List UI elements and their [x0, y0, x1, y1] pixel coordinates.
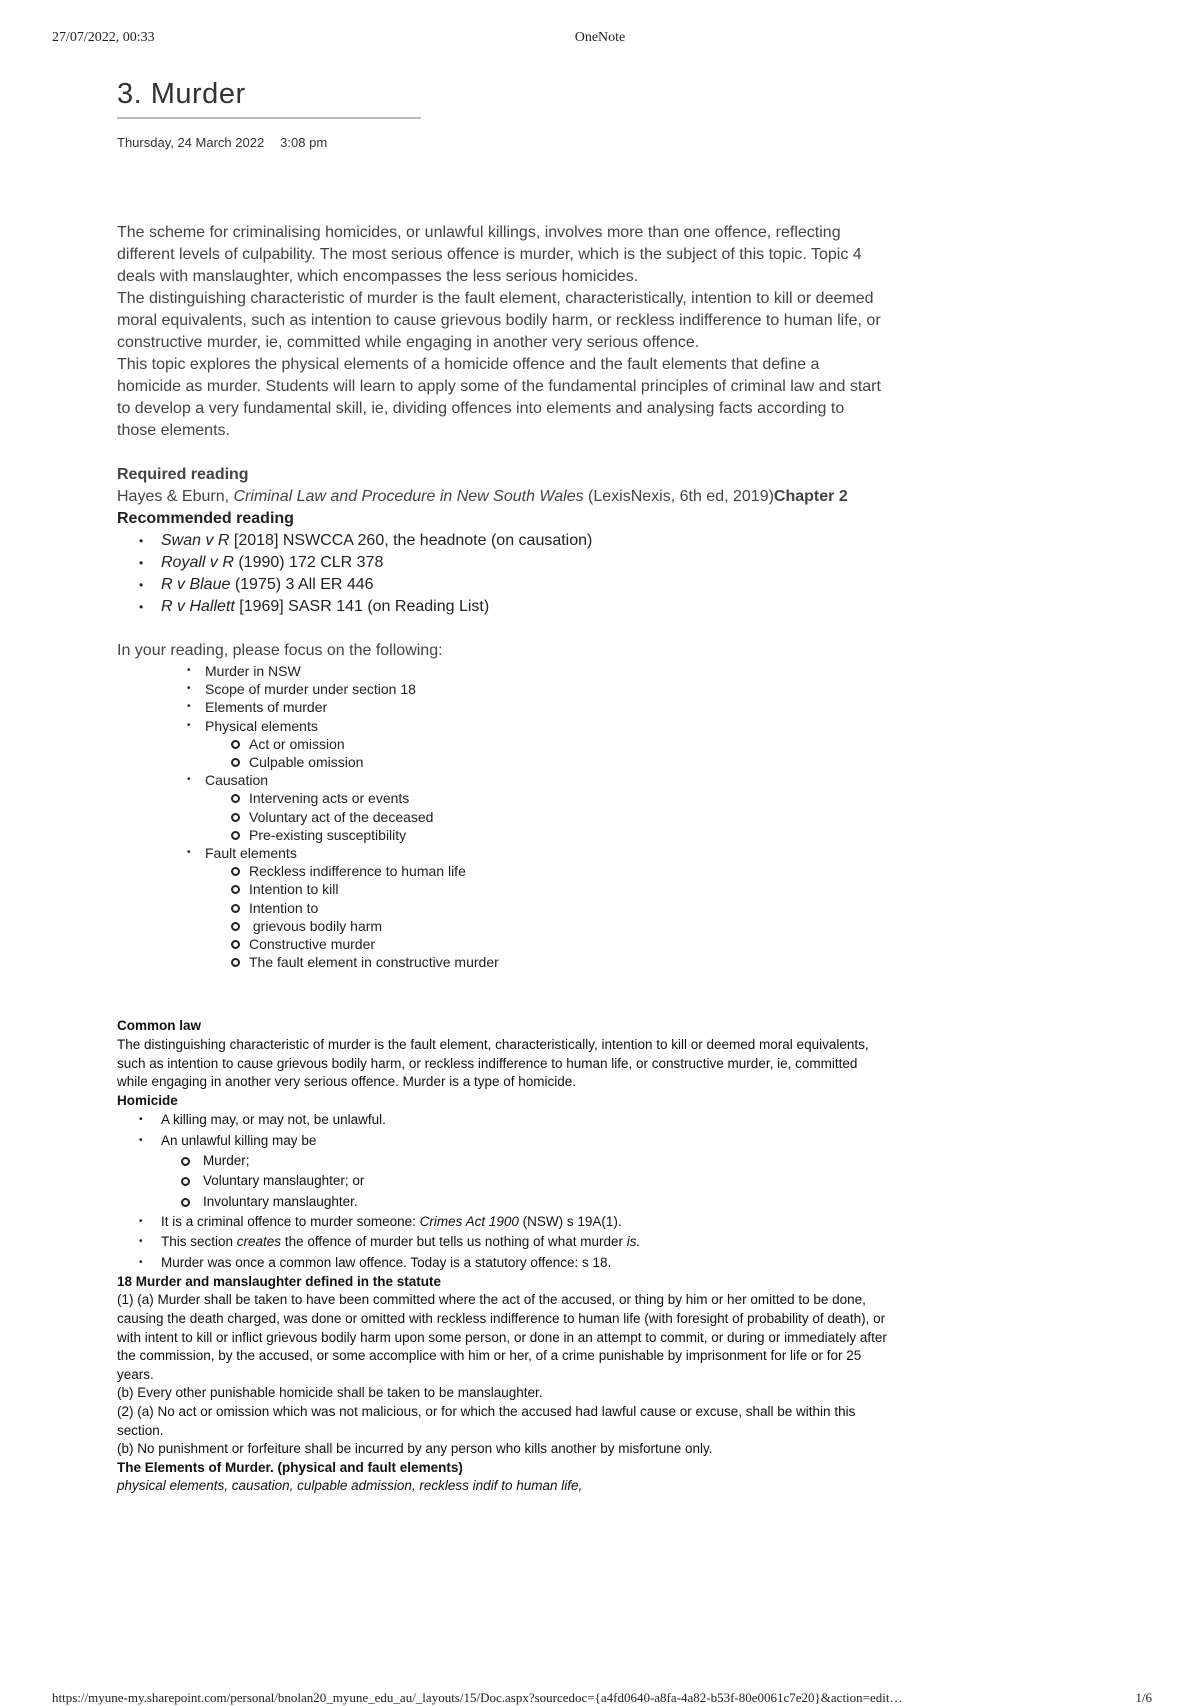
sub-list-item: Intervening acts or events: [231, 789, 887, 807]
list-item-label: An unlawful killing may be: [161, 1132, 317, 1148]
sub-list: [161, 1151, 887, 1212]
text-span: (NSW) s 19A(1).: [518, 1213, 622, 1229]
list-item: [187, 771, 887, 844]
list-item: [139, 1212, 887, 1232]
emphasis: is.: [626, 1234, 641, 1250]
statute-heading: 18 Murder and manslaughter defined in the statute: [117, 1273, 442, 1289]
statute-paragraph: (1) (a) Murder shall be taken to have been committed where the act of the accused, or thing by him or her omitted to be done, causing the death charged, was done or omitted with reckless indifference to human life (with foresight of probability of death), or with intent to kill or inflict grievous bodily harm upon some person, or done in an attempt to commit, or during or immediately after the commission, by the accused, or some accomplice with him or her, of a crime punishable by imprisonment for life or for 25 years.: [117, 1292, 887, 1382]
emphasis: creates: [236, 1234, 282, 1250]
sub-list-item: Involuntary manslaughter.: [181, 1192, 887, 1212]
page-title-block: [117, 78, 421, 119]
case-name: Royall v R: [161, 554, 234, 571]
sub-list-item: Intention to: [231, 899, 887, 917]
sub-list-item: Voluntary manslaughter; or: [181, 1171, 887, 1191]
homicide-list: [117, 1110, 887, 1272]
required-book-title: Criminal Law and Procedure in New South Wales: [233, 488, 584, 505]
sub-list-item: grievous bodily harm: [231, 917, 887, 935]
homicide-heading: Homicide: [117, 1092, 178, 1108]
sub-list-item: Pre-existing susceptibility: [231, 826, 887, 844]
list-item: • Murder was once a common law offence. Today is a statutory offence: s 18.: [139, 1253, 887, 1273]
required-publisher: (LexisNexis, 6th ed, 2019): [583, 488, 774, 505]
print-app-name: OneNote: [574, 30, 626, 45]
sub-list-item: Reckless indifference to human life: [231, 862, 887, 880]
print-page-number: 1/6: [1135, 1690, 1152, 1705]
focus-list: [117, 662, 887, 971]
list-item: [117, 530, 887, 552]
sub-list-item: Intention to kill: [231, 880, 887, 898]
act-name: Crimes Act 1900: [419, 1213, 519, 1229]
case-citation: [2018] NSWCCA 260, the headnote (on causation): [229, 532, 593, 549]
intro-paragraph: This topic explores the physical elements of a homicide offence and the fault elements that define a homicide as murder. Students will learn to apply some of the fundamental principles of criminal law and start to develop a very fundamental skill, ie, dividing offences into elements and analysing facts according to those elements.: [117, 356, 881, 439]
elements-text: physical elements, causation, culpable admission, reckless indif to human life,: [117, 1478, 583, 1494]
list-item: [187, 717, 887, 772]
intro-section: [117, 222, 887, 662]
sub-list-item: Culpable omission: [231, 753, 887, 771]
case-name: R v Hallett: [161, 598, 235, 615]
recommended-list: [117, 530, 887, 618]
list-item-label: Fault elements: [205, 845, 297, 862]
case-citation: (1975) 3 All ER 446: [230, 576, 374, 593]
print-datetime: 27/07/2022, 00:33: [52, 30, 155, 45]
page-date: Thursday, 24 March 2022: [117, 135, 265, 150]
text-span: This section: [161, 1234, 237, 1250]
list-item: • Elements of murder: [187, 698, 887, 716]
sub-list-item: Constructive murder: [231, 935, 887, 953]
page-title: 3. Murder: [117, 78, 246, 110]
required-authors: Hayes & Eburn,: [117, 488, 234, 505]
list-item: [187, 844, 887, 971]
note-content: [117, 222, 887, 1496]
list-item: • Scope of murder under section 18: [187, 680, 887, 698]
required-reading-heading: Required reading: [117, 466, 249, 483]
sub-list-item: Voluntary act of the deceased: [231, 808, 887, 826]
intro-paragraph: The scheme for criminalising homicides, or unlawful killings, involves more than one offence, reflecting different levels of culpability. The most serious offence is murder, which is the subject of this topic. Topic 4 deals with manslaughter, which encompasses the less serious homicides.: [117, 224, 862, 285]
list-item: [139, 1131, 887, 1212]
list-item: • Murder in NSW: [187, 662, 887, 680]
case-name: Swan v R: [161, 532, 230, 549]
list-item: [139, 1232, 887, 1252]
intro-paragraph: The distinguishing characteristic of murder is the fault element, characteristically, intention to kill or deemed moral equivalents, such as intention to cause grievous bodily harm, or reckless indifference to human life, or constructive murder, ie, committed while engaging in another very serious offence.: [117, 290, 881, 351]
case-name: R v Blaue: [161, 576, 231, 593]
case-citation: [1969] SASR 141 (on Reading List): [234, 598, 490, 615]
list-item-label: Physical elements: [205, 717, 318, 734]
sub-list: [205, 862, 887, 971]
case-citation: (1990) 172 CLR 378: [233, 554, 384, 571]
statute-paragraph: (b) No punishment or forfeiture shall be incurred by any person who kills another by misfortune only.: [117, 1441, 713, 1457]
sub-list: [205, 735, 887, 771]
recommended-reading-heading: Recommended reading: [117, 510, 294, 527]
focus-intro: In your reading, please focus on the following:: [117, 642, 443, 659]
sub-list: [205, 789, 887, 844]
elements-heading: The Elements of Murder. (physical and fault elements): [117, 1459, 463, 1475]
common-law-section: [117, 1017, 887, 1495]
required-reading-text: [117, 486, 887, 508]
common-law-heading: Common law: [117, 1018, 202, 1034]
page-datetime: [117, 135, 327, 150]
sub-list-item: Murder;: [181, 1151, 887, 1171]
required-chapter: Chapter 2: [773, 488, 848, 505]
list-item: [117, 552, 887, 574]
print-url: https://myune-my.sharepoint.com/personal/bnolan20_myune_edu_au/_layouts/15/Doc.aspx?sourcedoc={a4fd0640-a8fa-4a82-b53f-80e0061c7e20}&action=edit…: [52, 1690, 903, 1705]
page-time: 3:08 pm: [280, 135, 328, 150]
text-span: the offence of murder but tells us nothing of what murder: [281, 1234, 627, 1250]
list-item: [117, 574, 887, 596]
statute-paragraph: (b) Every other punishable homicide shall be taken to be manslaughter.: [117, 1385, 543, 1401]
sub-list-item: Act or omission: [231, 735, 887, 753]
list-item-label: Causation: [205, 772, 269, 789]
text-span: It is a criminal offence to murder someone:: [161, 1213, 420, 1229]
list-item: • A killing may, or may not, be unlawful.: [139, 1110, 887, 1130]
statute-paragraph: (2) (a) No act or omission which was not malicious, or for which the accused had lawful cause or excuse, shall be within this section.: [117, 1403, 856, 1438]
list-item: [117, 596, 887, 618]
common-law-text: The distinguishing characteristic of murder is the fault element, characteristically, intention to kill or deemed moral equivalents, such as intention to cause grievous bodily harm, or reckless indifference to human life, or constructive murder, ie, committed while engaging in another very serious offence. Murder is a type of homicide.: [117, 1037, 869, 1090]
sub-list-item: The fault element in constructive murder: [231, 953, 887, 971]
